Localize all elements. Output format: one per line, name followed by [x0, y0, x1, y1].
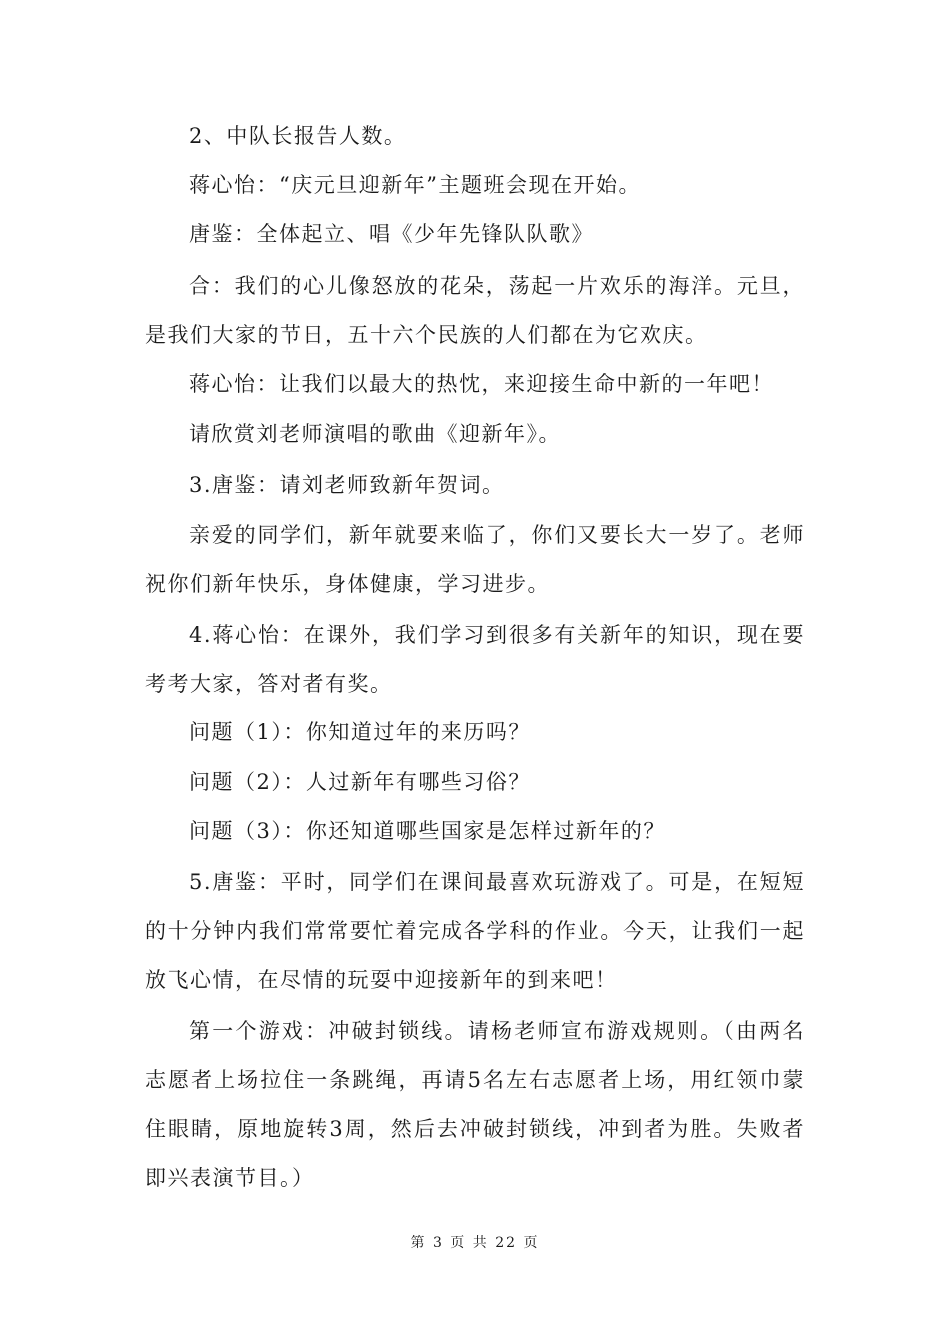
paragraph-10: 问题（1）：你知道过年的来历吗？: [189, 720, 531, 744]
paragraph-7: 3.唐鉴：请刘老师致新年贺词。: [189, 473, 505, 497]
paragraph-11: 问题（2）：人过新年有哪些习俗？: [189, 770, 531, 794]
page-number-footer: 第 3 页 共 22 页: [410, 1235, 540, 1251]
paragraph-12: 问题（3）：你还知道哪些国家是怎样过新年的？: [189, 819, 666, 843]
paragraph-9: 4.蒋心怡：在课外，我们学习到很多有关新年的知识，现在要考考大家，答对者有奖。: [145, 623, 805, 696]
paragraph-4: 合：我们的心儿像怒放的花朵，荡起一片欢乐的海洋。元旦，是我们大家的节日，五十六个民族的人们都在为它欢庆。: [145, 274, 805, 347]
paragraph-5: 蒋心怡：让我们以最大的热忱，来迎接生命中新的一年吧！: [189, 372, 774, 396]
paragraph-8: 亲爱的同学们，新年就要来临了，你们又要长大一岁了。老师祝你们新年快乐，身体健康，学习进步。: [145, 523, 805, 596]
paragraph-6: 请欣赏刘老师演唱的歌曲《迎新年》。: [189, 422, 561, 446]
paragraph-13: 5.唐鉴：平时，同学们在课间最喜欢玩游戏了。可是，在短短的十分钟内我们常常要忙着完成各学科的作业。今天，让我们一起放飞心情，在尽情的玩耍中迎接新年的到来吧！: [145, 870, 805, 992]
paragraph-3: 唐鉴：全体起立、唱《少年先锋队队歌》: [189, 222, 594, 246]
paragraph-2: 蒋心怡：“庆元旦迎新年”主题班会现在开始。: [189, 173, 641, 197]
paragraph-1: 2、中队长报告人数。: [189, 124, 407, 148]
paragraph-14: 第一个游戏：冲破封锁线。请杨老师宣布游戏规则。（由两名志愿者上场拉住一条跳绳，再请5名左右志愿者上场，用红领巾蒙住眼睛，原地旋转3周，然后去冲破封锁线，冲到者为胜。失败者即兴表演节目。）: [145, 1019, 805, 1190]
